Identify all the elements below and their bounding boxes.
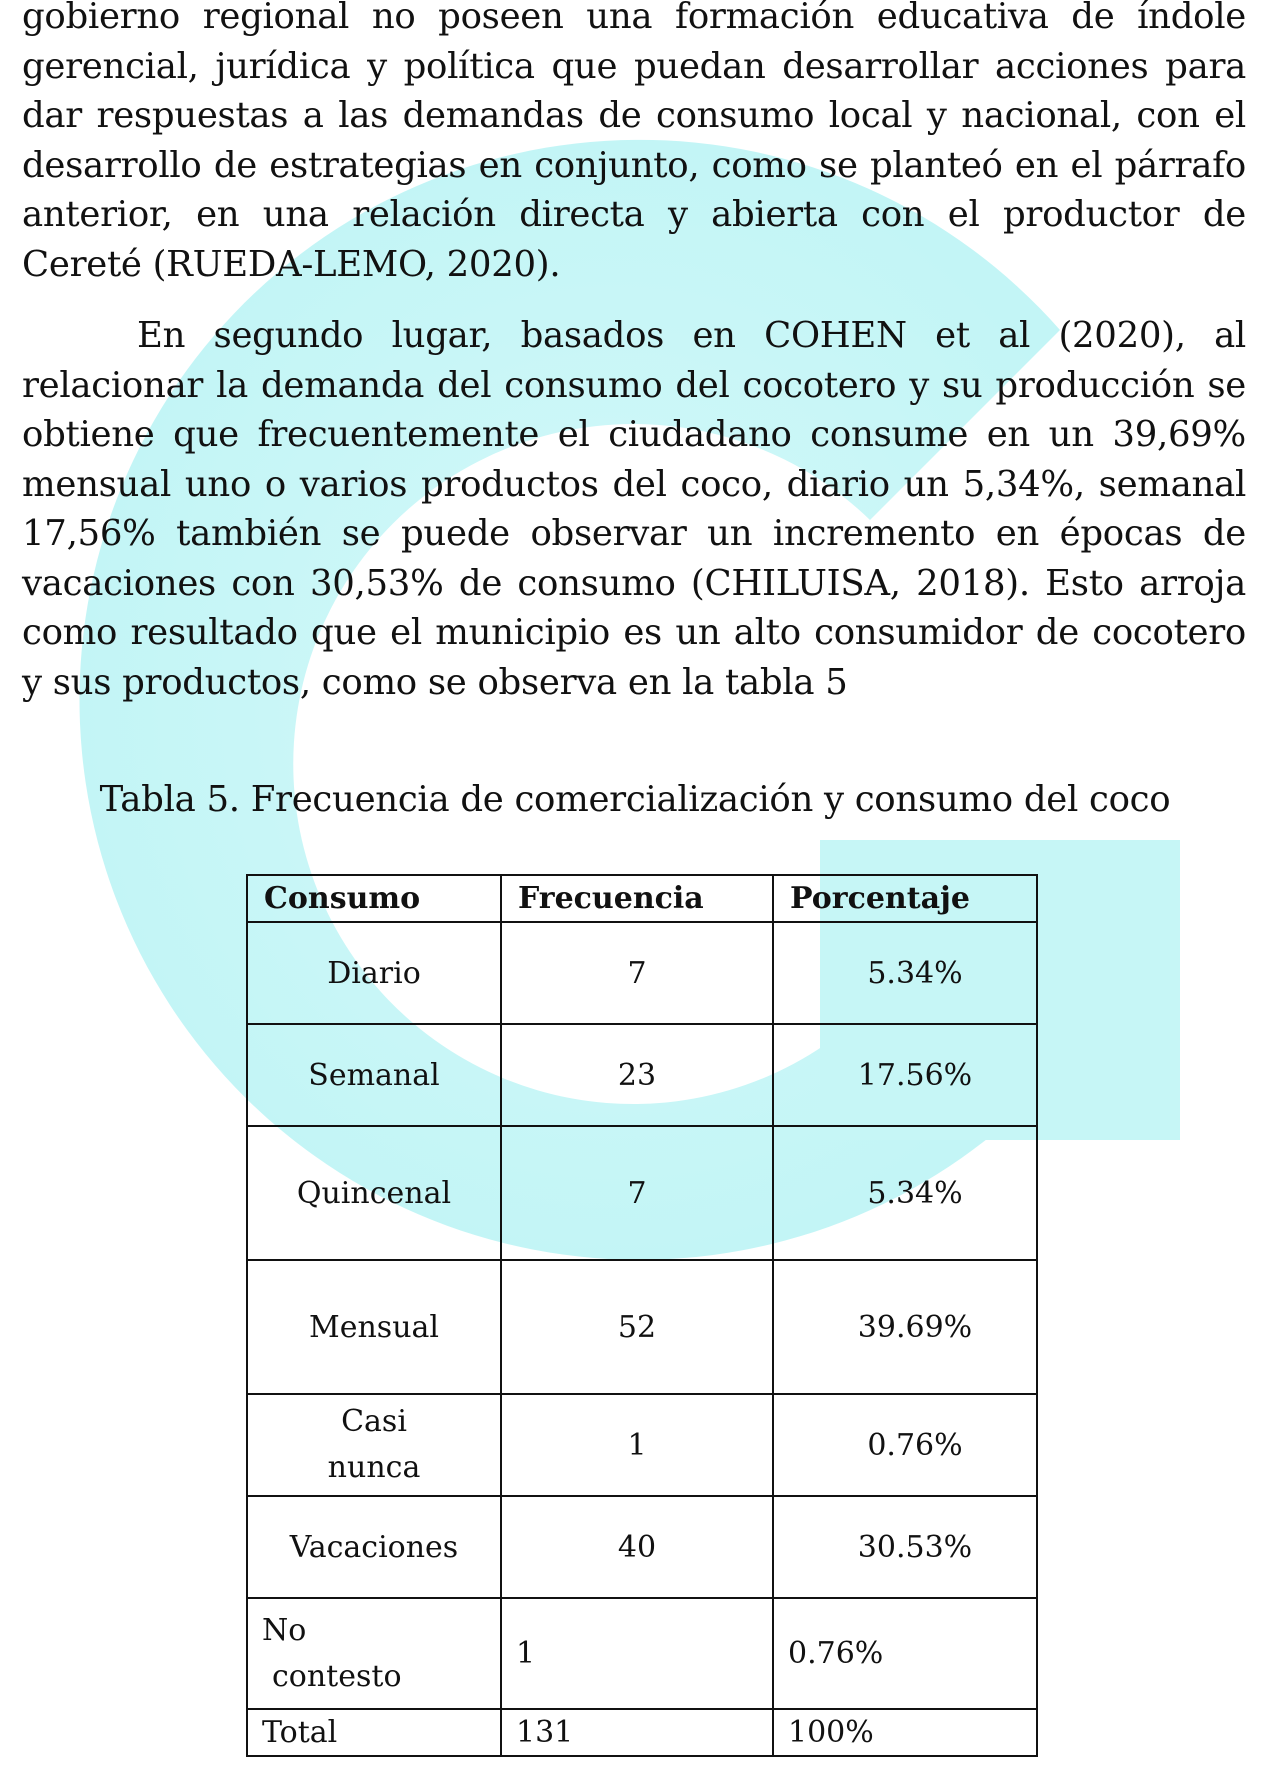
table-row: [247, 1598, 1037, 1709]
cell-consumo-line1: No: [262, 1612, 307, 1648]
header-frecuencia: Frecuencia: [501, 875, 773, 922]
cell-consumo-line2: nunca: [327, 1450, 421, 1485]
cell-porcentaje: 17.56%: [773, 1024, 1037, 1126]
table-row: [247, 922, 1037, 1024]
cell-consumo: Quincenal: [247, 1126, 501, 1260]
cell-consumo-two-line: [262, 1608, 402, 1700]
frequency-table: [246, 874, 1038, 1757]
cell-consumo-line2: contesto: [272, 1658, 402, 1694]
cell-consumo: Mensual: [247, 1260, 501, 1394]
table-row: [247, 1496, 1037, 1598]
header-porcentaje: Porcentaje: [773, 875, 1037, 922]
cell-consumo: Total: [247, 1709, 501, 1756]
cell-consumo: Vacaciones: [247, 1496, 501, 1598]
table-row: [247, 1126, 1037, 1260]
cell-frecuencia: 1: [501, 1598, 773, 1709]
cell-porcentaje: 39.69%: [773, 1260, 1037, 1394]
cell-consumo-line1: Casi: [341, 1404, 407, 1439]
header-consumo: Consumo: [247, 875, 501, 922]
table-row: [247, 1260, 1037, 1394]
cell-consumo-two-line: [328, 1399, 421, 1491]
table-row: [247, 1024, 1037, 1126]
cell-porcentaje: 5.34%: [773, 922, 1037, 1024]
cell-frecuencia: 52: [501, 1260, 773, 1394]
body-paragraph-1: gobierno regional no poseen una formación educativa de índole gerencial, jurídica y política que puedan desarrollar acciones para dar respuestas a las demandas de consumo local y nacional, con el desarrollo de estrategias en conjunto, como se planteó en el párrafo anterior, en una relación directa y abierta con el productor de Cereté (RUEDA-LEMO, 2020).: [22, 0, 1246, 285]
cell-consumo: Semanal: [247, 1024, 501, 1126]
table-caption: Tabla 5. Frecuencia de comercialización y consumo del coco: [99, 779, 1171, 820]
cell-frecuencia: 131: [501, 1709, 773, 1756]
cell-porcentaje: 30.53%: [773, 1496, 1037, 1598]
cell-porcentaje: 5.34%: [773, 1126, 1037, 1260]
cell-frecuencia: 7: [501, 1126, 773, 1260]
cell-consumo: Diario: [247, 922, 501, 1024]
cell-consumo: [247, 1598, 501, 1709]
body-paragraph-2: En segundo lugar, basados en COHEN et al (2020), al relacionar la demanda del consumo del cocotero y su producción se obtiene que frecuentemente el ciudadano consume en un 39,69% mensual uno o varios productos del coco, diario un 5,34%, semanal 17,56% también se puede observar un incremento en épocas de vacaciones con 30,53% de consumo (CHILUISA, 2018). Esto arroja como resultado que el municipio es un alto consumidor de cocotero y sus productos, como se observa en la tabla 5: [22, 315, 1246, 703]
cell-consumo: [247, 1394, 501, 1496]
cell-frecuencia: 1: [501, 1394, 773, 1496]
cell-frecuencia: 23: [501, 1024, 773, 1126]
cell-porcentaje: 0.76%: [773, 1394, 1037, 1496]
cell-frecuencia: 7: [501, 922, 773, 1024]
table-total-row: [247, 1709, 1037, 1756]
cell-porcentaje: 0.76%: [773, 1598, 1037, 1709]
table-row: [247, 1394, 1037, 1496]
cell-frecuencia: 40: [501, 1496, 773, 1598]
table-header-row: [247, 875, 1037, 922]
cell-porcentaje: 100%: [773, 1709, 1037, 1756]
